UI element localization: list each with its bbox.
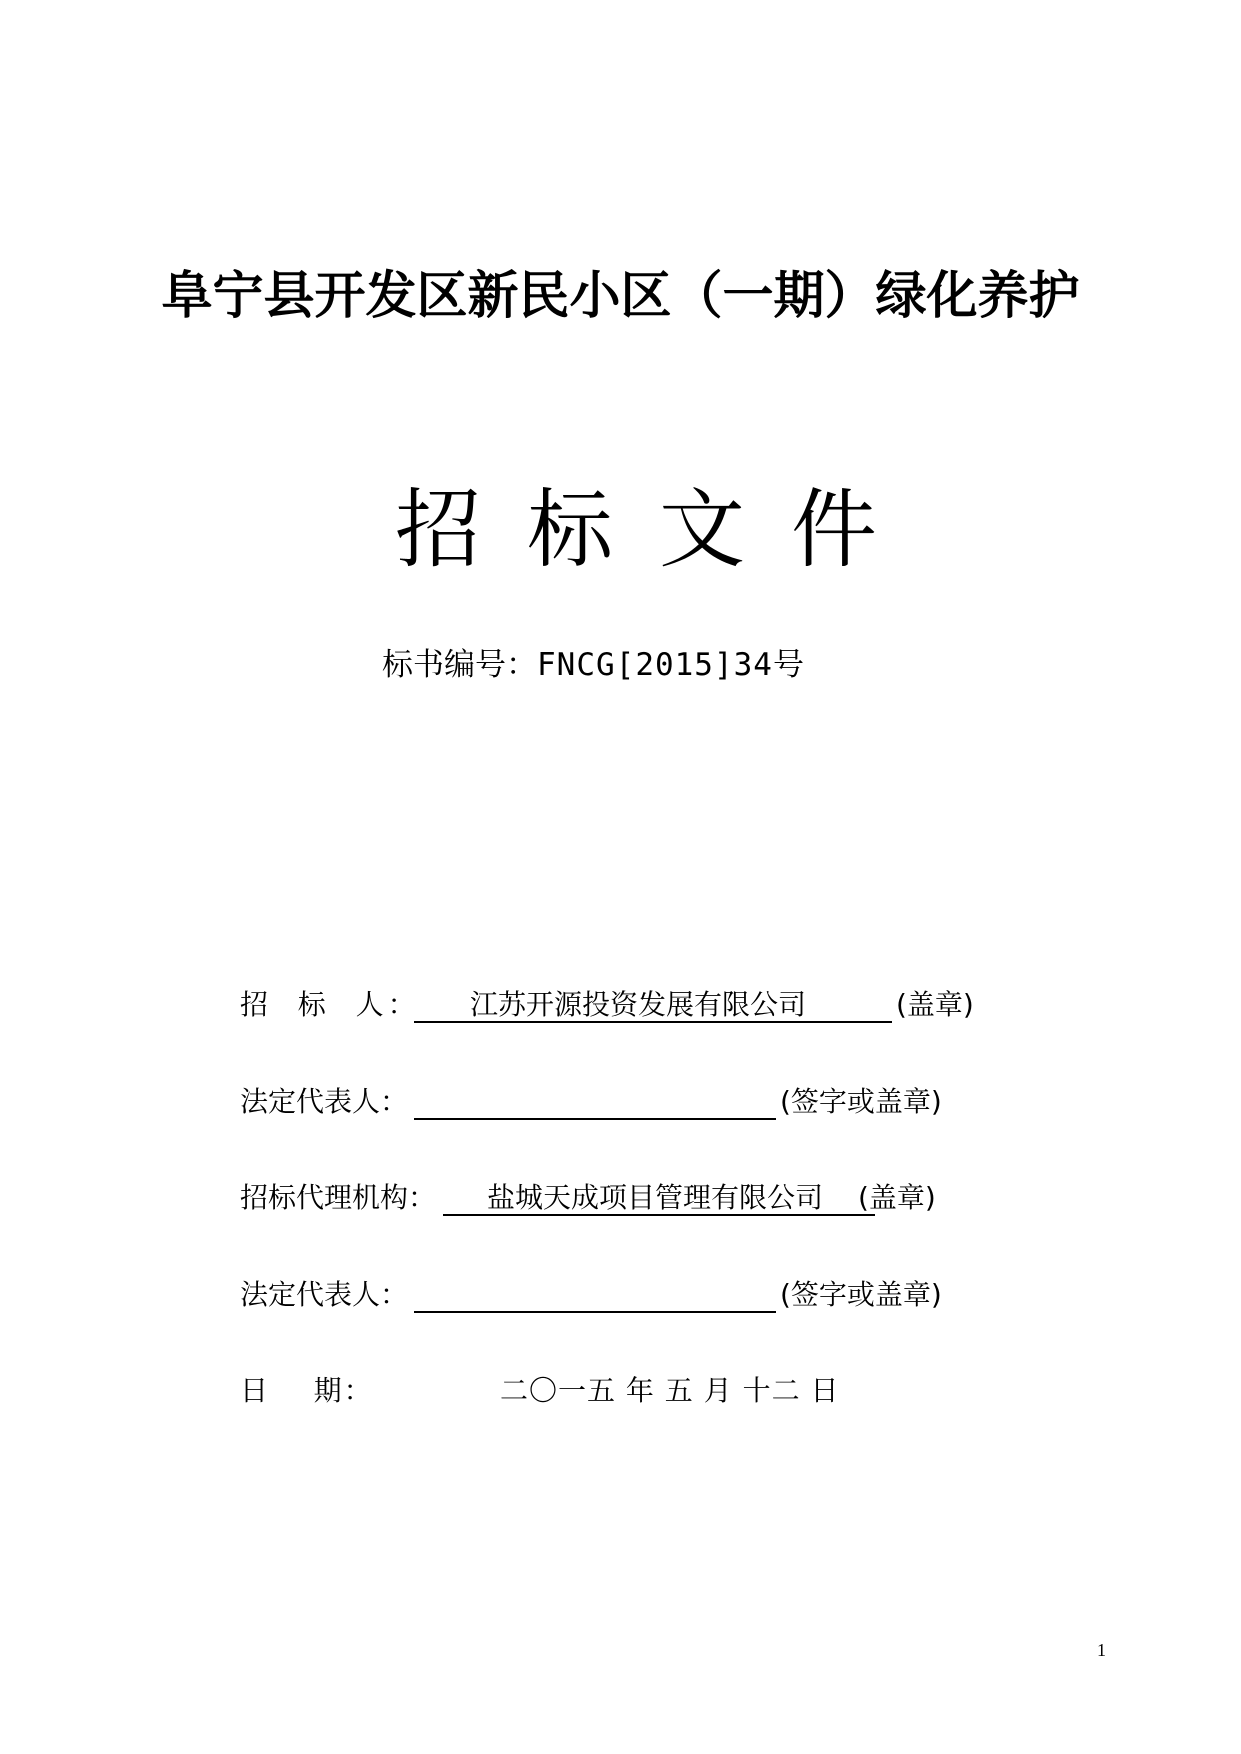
- date-label: 日 期：: [240, 1374, 374, 1407]
- tenderer-field: [414, 983, 892, 1023]
- agency-value: 盐城天成项目管理有限公司: [487, 1181, 824, 1214]
- legal-rep-signature-line-1: [414, 1080, 776, 1120]
- agency-seal-note: (盖章): [858, 1181, 936, 1214]
- tenderer-row: [240, 983, 1000, 1027]
- document-title: 招标文件: [395, 480, 923, 580]
- legal-rep-row-1: [240, 1080, 1000, 1124]
- legal-rep-sign-note-1: (签字或盖章): [780, 1085, 942, 1118]
- page-number: 1: [1097, 1640, 1106, 1660]
- document-number-label: 标书编号：: [382, 647, 537, 683]
- project-title: 阜宁县开发区新民小区（一期）绿化养护: [161, 267, 1080, 326]
- agency-field: [443, 1176, 875, 1216]
- document-number: [382, 643, 804, 687]
- legal-rep-signature-line-2: [414, 1273, 776, 1313]
- document-number-suffix: 号: [772, 647, 804, 683]
- date-row: [240, 1369, 1000, 1413]
- tenderer-value: 江苏开源投资发展有限公司: [470, 988, 807, 1021]
- document-number-value: FNCG[2015]34: [537, 647, 773, 683]
- legal-rep-row-2: [240, 1273, 1000, 1317]
- legal-rep-sign-note-2: (签字或盖章): [780, 1278, 942, 1311]
- tenderer-label: 招 标 人：: [240, 988, 420, 1021]
- tenderer-seal-note: (盖章): [896, 988, 974, 1021]
- agency-row: [240, 1176, 1000, 1220]
- legal-rep-label-2: 法定代表人：: [240, 1278, 409, 1311]
- agency-label: 招标代理机构：: [240, 1181, 437, 1214]
- date-value: 二〇一五 年 五 月 十二 日: [500, 1374, 840, 1407]
- legal-rep-label-1: 法定代表人：: [240, 1085, 409, 1118]
